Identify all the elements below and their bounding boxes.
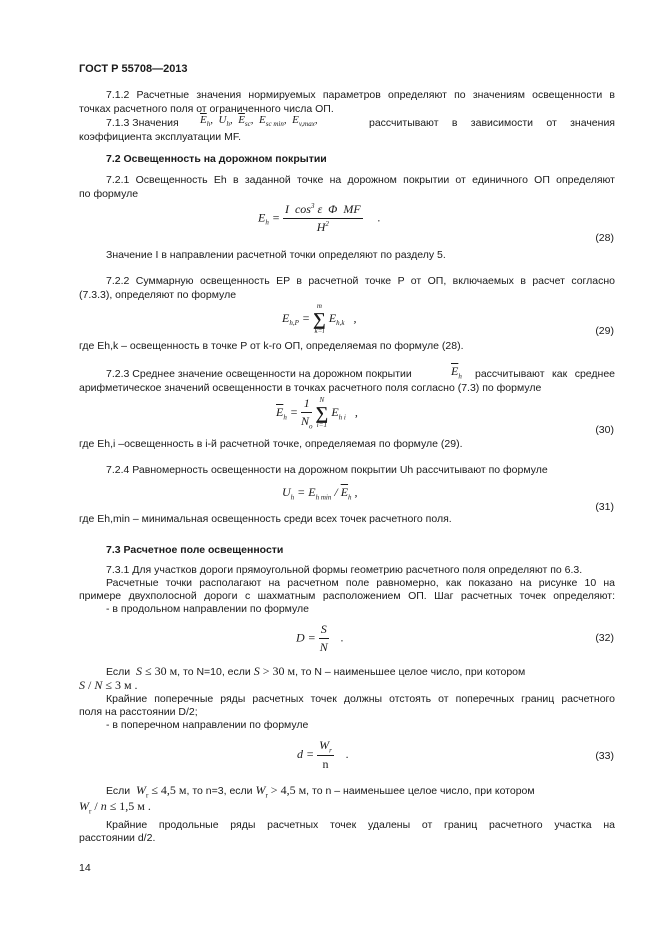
paragraph-7-2-1-line2: по формуле <box>79 188 139 200</box>
paragraph-7-2-2-where: где Eh,k – освещенность в точке P от k-го ОП, определяемая по формуле (28). <box>79 340 464 352</box>
paragraph-condition-S: Если S ≤ 30 м, то N=10, если S > 30 м, то N – наименьшее целое число, при котором <box>106 664 526 678</box>
condition-S-N: S / N ≤ 3 м . <box>79 678 138 692</box>
section-7-2-heading: 7.2 Освещенность на дорожном покрытии <box>106 153 327 165</box>
formula-28: $E_h$ = $\frac{I \cos^3 \varepsilon \Phi MF}{H^2}$ . <box>258 202 381 234</box>
formula-32: D = $\frac{S}{N}$ . <box>296 622 344 654</box>
equation-number-30: (30) <box>595 424 614 436</box>
paragraph-7-1-3-start: 7.1.3 Значения <box>106 117 179 129</box>
section-7-3-heading: 7.3 Расчетное поле освещенности <box>106 544 284 556</box>
equation-number-29: (29) <box>595 325 614 337</box>
paragraph-edge-rows-line2: расстоянии d/2. <box>79 832 156 844</box>
param-list: $\overline{E}_h$, $U_h$, $\overline{E}_{sc}$, $E_{sc min}$, $E_{v,max}$, <box>200 114 318 129</box>
paragraph-7-2-3-end: рассчитывают как среднее <box>475 368 615 380</box>
paragraph-7-2-2-line2: (7.3.3), определяют по формуле <box>79 289 237 301</box>
formula-29: $E_{h,P}$ = m ∑ k=l $E_{h,k}$ , <box>282 302 357 335</box>
paragraph-7-3-1-line2: Расчетные точки располагают на расчетном поле равномерно, как показано на рисунке 10 на <box>106 577 615 589</box>
paragraph-7-1-2-line1: 7.1.2 Расчетные значения нормируемых параметров определяют по значениям освещенности в <box>106 89 615 101</box>
paragraph-7-2-1-line1: 7.2.1 Освещенность Eh в заданной точке на дорожном покрытии от единичного ОП определяют <box>106 174 615 186</box>
condition-W-n: $W_r / n \le 1,5$ м . <box>79 799 151 816</box>
paragraph-7-3-1-line1: 7.3.1 Для участков дороги прямоугольной формы геометрию расчетного поля определяют по 6.3. <box>106 564 583 576</box>
page-number: 14 <box>79 862 91 874</box>
paragraph-7-2-3-start: 7.2.3 Среднее значение освещенности на дорожном покрытии <box>106 368 412 380</box>
paragraph-7-3-1-line4: - в продольном направлении по формуле <box>106 603 309 615</box>
formula-30: $\overline{E}_h$ = $\frac{1}{N_o}$ N ∑ i=1 $E_{h i}$ , <box>276 396 358 431</box>
paragraph-7-3-1-line3: примере двухполосной дороги с шахматным расположением ОП. Шаг расчетных точек определяют: <box>79 590 615 602</box>
equation-number-28: (28) <box>595 232 614 244</box>
equation-number-33: (33) <box>595 750 614 762</box>
paragraph-7-2-2-line1: 7.2.2 Суммарную освещенность EP в расчетной точке P от ОП, включаемых в расчет согласно <box>106 275 615 287</box>
equation-number-31: (31) <box>595 501 614 513</box>
paragraph-edge-rows-line1: Крайние продольные ряды расчетных точек удалены от границ расчетного участка на <box>106 819 615 831</box>
paragraph-7-1-3-end: рассчитывают в зависимости от значения <box>369 117 615 129</box>
paragraph-7-1-3-line2: коэффициента эксплуатации MF. <box>79 131 241 143</box>
paragraph-rows-line1: Крайние поперечные ряды расчетных точек должны отстоять от поперечных границ расчетного <box>106 693 615 705</box>
mean-illuminance-symbol: $\overline{E}_h$ <box>451 364 462 381</box>
paragraph-condition-W: Если $W_r \le 4,5$ м, то n=3, если $W_r > 4,5$ м, то n – наименьшее целое число, при котором <box>106 783 535 800</box>
paragraph-rows-line2: поля на расстоянии D/2; <box>79 706 198 718</box>
paragraph-7-1-2-line2: точках расчетного поля от ограниченного числа ОП. <box>79 103 334 115</box>
paragraph-7-2-4-where: где Eh,min – минимальная освещенность среди всех точек расчетного поля. <box>79 513 452 525</box>
paragraph-rows-line3: - в поперечном направлении по формуле <box>106 719 309 731</box>
equation-number-32: (32) <box>595 632 614 644</box>
formula-33: d = $\frac{W_r}{n}$ . <box>297 738 349 772</box>
document-header: ГОСТ Р 55708—2013 <box>79 63 188 75</box>
paragraph-7-2-1-note: Значение I в направлении расчетной точки определяют по разделу 5. <box>106 249 446 261</box>
paragraph-7-2-3-where: где Eh,i –освещенность в i-й расчетной точке, определяемая по формуле (29). <box>79 438 463 450</box>
paragraph-7-2-4: 7.2.4 Равномерность освещенности на дорожном покрытии Uh рассчитывают по формуле <box>106 464 548 476</box>
formula-31: $U_h = E_{h min} / \overline{E}_h$ , <box>282 485 358 502</box>
paragraph-7-2-3-line2: арифметическое значений освещенности в точках расчетного поля согласно (7.3) по формуле <box>79 382 542 394</box>
